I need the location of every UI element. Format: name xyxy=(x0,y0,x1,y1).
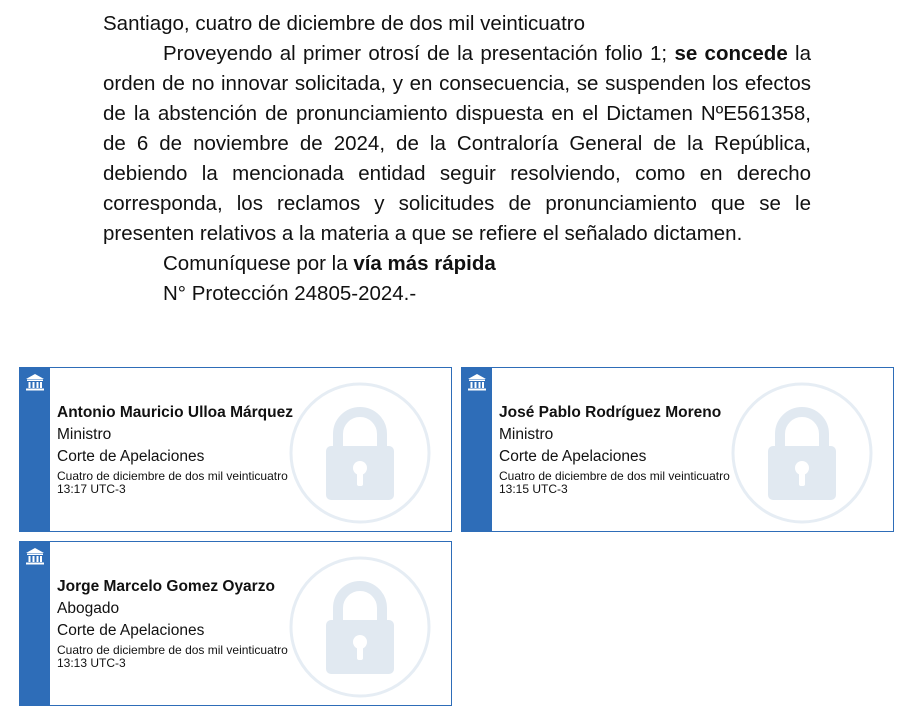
signature-side-bar xyxy=(462,368,492,531)
paragraph-bold-phrase: se concede xyxy=(674,42,788,65)
signature-block xyxy=(19,541,452,706)
main-paragraph xyxy=(103,39,811,249)
institution-icon xyxy=(25,546,45,566)
signature-block xyxy=(19,367,452,532)
signer-court: Corte de Apelaciones xyxy=(499,448,647,465)
signature-time: 13:17 UTC-3 xyxy=(57,482,126,496)
signature-date: Cuatro de diciembre de dos mil veinticuatro xyxy=(57,469,288,483)
signature-date: Cuatro de diciembre de dos mil veinticuatro xyxy=(57,643,288,657)
signer-info xyxy=(499,402,883,496)
signature-date: Cuatro de diciembre de dos mil veinticuatro xyxy=(499,469,730,483)
date-line: Santiago, cuatro de diciembre de dos mil veinticuatro xyxy=(103,12,586,35)
institution-icon xyxy=(25,372,45,392)
signer-name: Jorge Marcelo Gomez Oyarzo xyxy=(57,578,275,595)
communicate-line xyxy=(103,249,811,279)
signer-name: José Pablo Rodríguez Moreno xyxy=(499,404,722,421)
signer-info xyxy=(57,576,441,670)
signer-role: Ministro xyxy=(57,426,112,443)
signer-role: Abogado xyxy=(57,600,120,617)
resolution-text xyxy=(103,9,811,309)
signature-time: 13:15 UTC-3 xyxy=(499,482,568,496)
signature-block xyxy=(461,367,894,532)
signer-role: Ministro xyxy=(499,426,554,443)
signer-name: Antonio Mauricio Ulloa Márquez xyxy=(57,404,293,421)
protection-number: N° Protección 24805-2024.- xyxy=(163,282,417,305)
signature-side-bar xyxy=(20,542,50,705)
paragraph-text-start: Proveyendo al primer otrosí de la presentación folio 1; xyxy=(163,42,675,65)
signer-info xyxy=(57,402,441,496)
institution-icon xyxy=(467,372,487,392)
paragraph-text-end: la orden de no innovar solicitada, y en consecuencia, se suspenden los efectos de la abstención de pronunciamiento dispuesta en el Dictamen NºE561358, de 6 de noviembre de 2024, de la Contraloría General de la República, debiendo la mencionada entidad seguir resolviendo, como en derecho corresponda, los reclamos y solicitudes de pronunciamiento que se le presenten relativos a la materia a que se refiere el señalado dictamen. xyxy=(103,42,812,245)
signer-court: Corte de Apelaciones xyxy=(57,448,205,465)
communicate-bold: vía más rápida xyxy=(353,252,496,275)
communicate-text: Comuníquese por la xyxy=(163,252,354,275)
signature-time: 13:13 UTC-3 xyxy=(57,656,126,670)
signature-side-bar xyxy=(20,368,50,531)
signer-court: Corte de Apelaciones xyxy=(57,622,205,639)
